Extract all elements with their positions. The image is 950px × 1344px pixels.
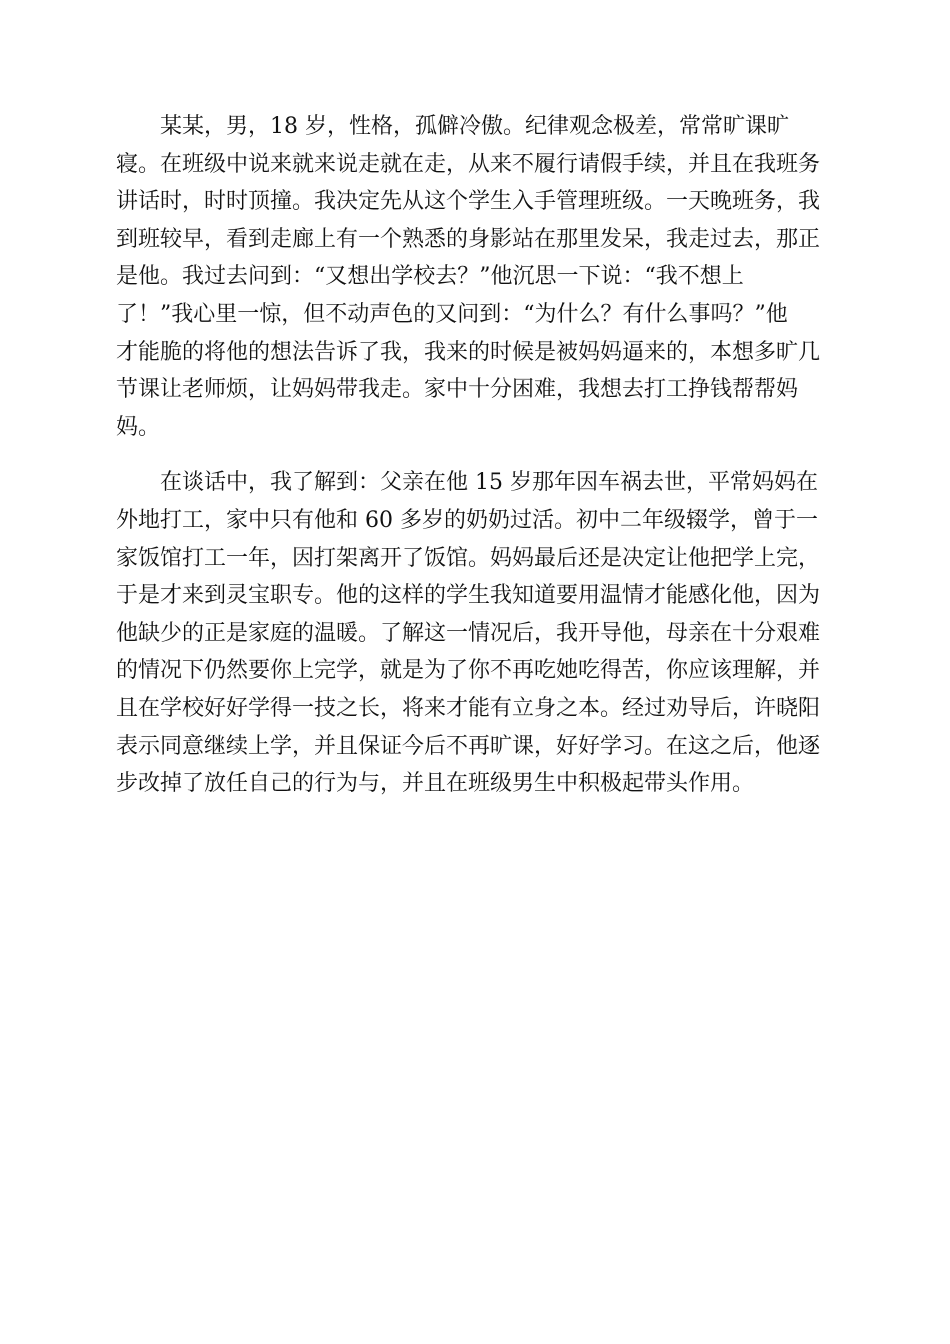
paragraph	[116, 464, 832, 802]
text-line: 的情况下仍然要你上完学，就是为了你不再吃她吃得苦，你应该理解，并	[116, 658, 821, 684]
paragraph-spacer	[116, 446, 832, 464]
text-line: 某某，男，18 岁，性格，孤僻冷傲。纪律观念极差，常常旷课旷	[160, 114, 789, 139]
text-line: 讲话时，时时顶撞。我决定先从这个学生入手管理班级。一天晚班务，我	[116, 189, 821, 215]
text-line: 且在学校好好学得一技之长，将来才能有立身之本。经过劝导后，许晓阳	[116, 695, 821, 721]
text-line: 外地打工，家中只有他和 60 多岁的奶奶过活。初中二年级辍学，曾于一	[116, 507, 818, 533]
text-line: 于是才来到灵宝职专。他的这样的学生我知道要用温情才能感化他，因为	[116, 583, 821, 609]
paragraph	[116, 108, 832, 446]
text-line: 节课让老师烦，让妈妈带我走。家中十分困难，我想去打工挣钱帮帮妈	[116, 377, 799, 403]
text-line: 到班较早，看到走廊上有一个熟悉的身影站在那里发呆，我走过去，那正	[116, 226, 821, 252]
document-body	[116, 108, 832, 803]
text-line: 他缺少的正是家庭的温暖。了解这一情况后，我开导他，母亲在十分艰难	[116, 620, 821, 646]
text-line: 步改掉了放任自己的行为与，并且在班级男生中积极起带头作用。	[116, 771, 755, 797]
text-line: 寝。在班级中说来就来说走就在走，从来不履行请假手续，并且在我班务	[116, 151, 821, 177]
text-line: 是他。我过去问到：“又想出学校去？”他沉思一下说：“我不想上	[116, 264, 744, 290]
text-line: 了！”我心里一惊，但不动声色的又问到：“为什么？有什么事吗？”他	[116, 301, 788, 327]
text-line: 才能脆的将他的想法告诉了我，我来的时候是被妈妈逼来的，本想多旷几	[116, 339, 821, 365]
text-line: 妈。	[116, 414, 161, 440]
text-line: 家饭馆打工一年，因打架离开了饭馆。妈妈最后还是决定让他把学上完，	[116, 545, 821, 571]
text-line: 在谈话中，我了解到：父亲在他 15 岁那年因车祸去世，平常妈妈在	[160, 470, 818, 496]
text-line: 表示同意继续上学，并且保证今后不再旷课，好好学习。在这之后，他逐	[116, 733, 821, 759]
